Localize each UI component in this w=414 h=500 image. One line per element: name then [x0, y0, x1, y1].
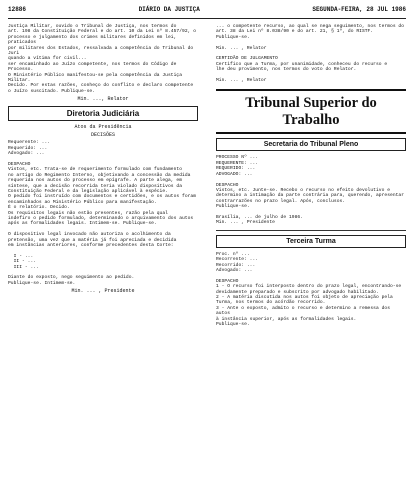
right-paragraph-3: Proc. nº ... Recorrente: ... Recorrido: ... Advogado: ... DESPACHO 1 - O recurso foi interposto dentro do prazo legal, encontrando-se devidamente preparado e subscrito por advogado habilitado. 2 - A matéria discutida nos autos foi objeto de apreciação pela Turma, nos termos do acórdão recorrido. 3 - Ante o exposto, admito o recurso e determino a remessa dos autos à instância superior, após as formalidades legais. Publique-se.: [216, 251, 402, 328]
right-separator: [216, 230, 406, 231]
header-rule: [8, 18, 406, 19]
left-signature-1: Min. ..., Relator: [77, 96, 129, 103]
right-column: [216, 24, 406, 327]
left-paragraph-2: Requerente: ... Requerido: ... Advogado: ... DESPACHO Vistos, etc. Trata-se de requerimento formulado com fundamento no artigo do Regimento Interno, objetivando a concessão da medida requerida nos autos do processo em epígrafe. A parte alega, em síntese, que a decisão recorrida teria violado dispositivos da Constituição Federal e da legislação aplicável à espécie. O pedido foi instruído com documentos e certidões, e os autos foram encaminhados ao Ministério Público para manifestação. É o relatório. Decido. Os requisitos legais não estão presentes, razão pela qual indefiro o pedido formulado, determinando o arquivamento dos autos após as formalidades legais. Intimem-se. Publique-se. O dispositivo legal invocado não autoriza o acolhimento da pretensão, uma vez que a matéria já foi apreciada e decidida em instâncias anteriores, conforme precedentes desta Corte: I - ... II - ... III - ... Diante do exposto, nego seguimento ao pedido. Publique-se. Intimem-se.: [8, 140, 197, 286]
left-paragraph-1: Justiça Militar, ouvido o Tribunal de Justiça, nos termos do art. 198 da Constituição Federal e do art. 10 da Lei nº 8.457/92, o processo e julgamento dos crimes militares definidos em lei, praticados por militares dos Estados, ressalvada a competência do Tribunal do Juri quando a vítima for civil... ser encaminhado ao Juízo competente, nos termos do Código de Processo. O Ministério Público manifestou-se pela competência da Justiça Militar. Decido. Por estas razões, conheço do conflito e declaro competente o Juízo suscitado. Publique-se.: [8, 24, 197, 94]
left-signature-2: Min. ... , Presidente: [71, 288, 135, 295]
page-number: 12886: [8, 6, 27, 13]
page-header: [8, 6, 406, 16]
right-paragraph-2: PROCESSO Nº ... REQUERENTE: ... REQUERIDO: ... ADVOGADO: ... DESPACHO Vistos, etc. Junte-se. Recebo o recurso no efeito devolutivo e determino a intimação da parte contrária para, querendo, apresentar contrarrazões no prazo legal. Após, conclusos. Publique-se. Brasília, ... de julho de 1986. Min. ... , Presidente: [216, 155, 405, 226]
tst-banner: Tribunal Superior do Trabalho: [216, 89, 406, 134]
section-title-pleno: Secretaria do Tribunal Pleno: [216, 138, 406, 151]
section-title-diretoria: Diretoria Judiciária: [8, 106, 198, 121]
right-paragraph-1: ... o competente recurso, ao qual se nega seguimento, nos termos do art. 38 da Lei nº 8.038/90 e do art. 21, § 1º, do RISTF. Publique-se. Min. ... , Relator CERTIDÃO DE JULGAMENTO Certifico que a Turma, por unanimidade, conheceu do recurso e lhe deu provimento, nos termos do voto do Relator. Min. ... , Relator: [216, 24, 405, 84]
publication-title: DIÁRIO DA JUSTIÇA: [138, 6, 200, 13]
left-subhead-1: Atos da Presidência: [74, 124, 132, 131]
section-title-terceira-turma: Terceira Turma: [216, 235, 406, 248]
left-subhead-2: DECISÕES: [90, 132, 115, 139]
left-column: [8, 24, 198, 296]
issue-date: SEGUNDA-FEIRA, 28 JUL 1986: [312, 6, 406, 13]
